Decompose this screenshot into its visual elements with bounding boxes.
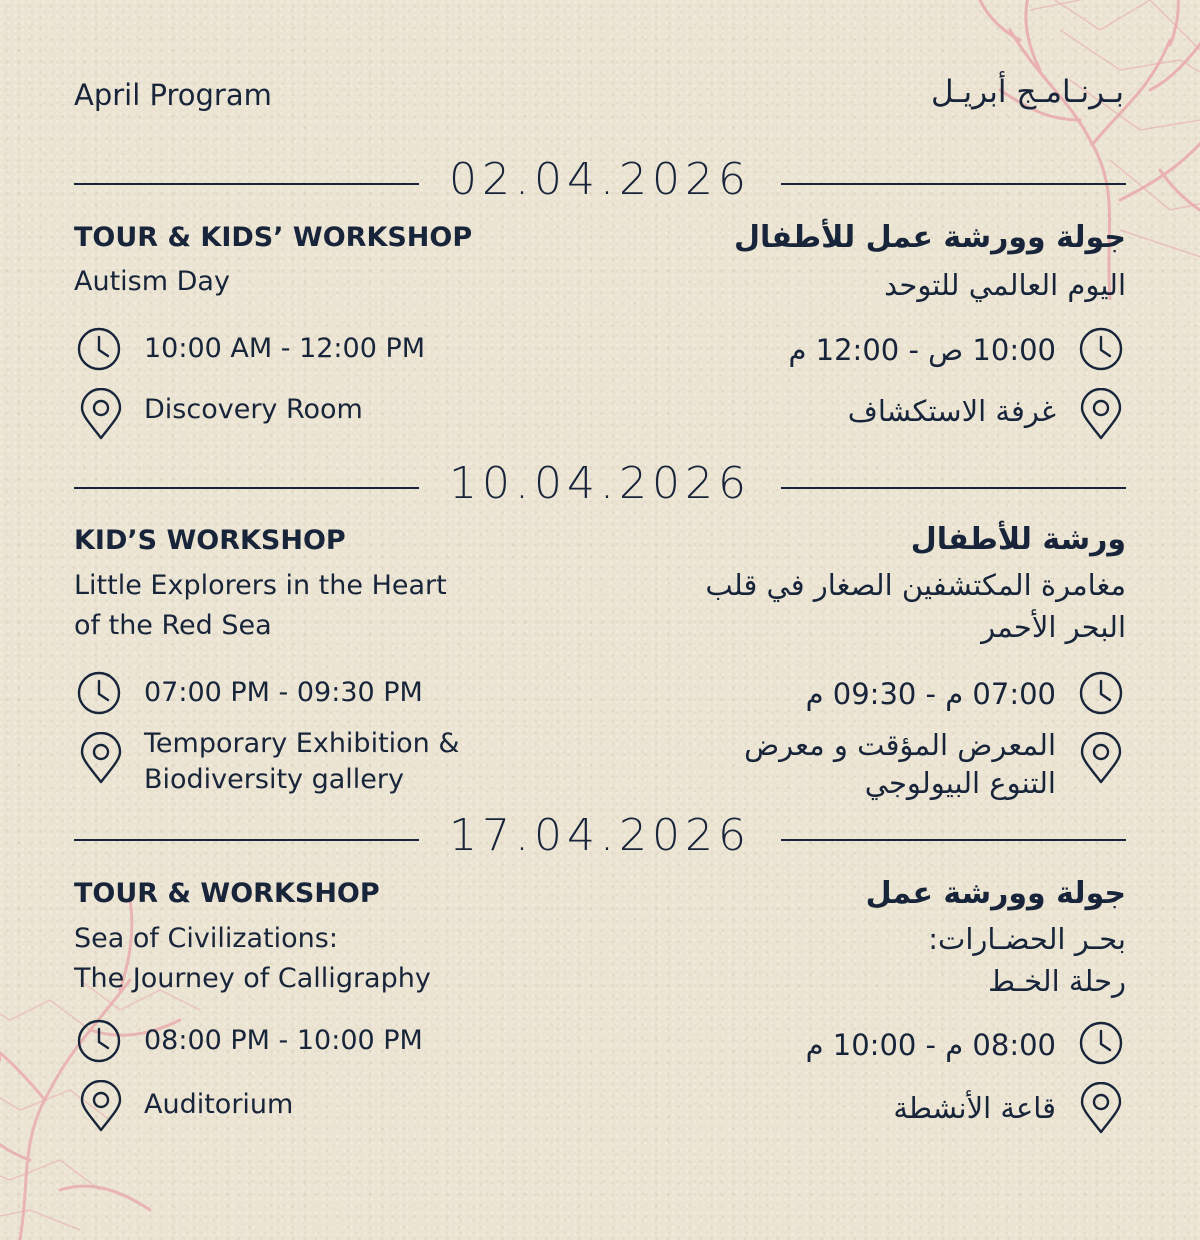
event-location-en: Discovery Room bbox=[144, 394, 363, 425]
event-subtitle-ar: اليوم العالمي للتوحد bbox=[884, 268, 1126, 302]
date-divider bbox=[74, 810, 1126, 870]
location-pin-icon bbox=[78, 1080, 124, 1132]
event-location-en: Auditorium bbox=[144, 1089, 294, 1120]
event-title-ar: جولة وورشة عمل للأطفال bbox=[733, 220, 1126, 255]
event-location-ar: غرفة الاستكشاف bbox=[847, 394, 1056, 428]
event-title-ar: ورشة للأطفال bbox=[910, 522, 1126, 557]
event-location-en: Temporary Exhibition & Biodiversity gallery bbox=[144, 728, 460, 795]
location-pin-icon bbox=[78, 388, 124, 440]
event-location-ar: المعرض المؤقت و معرض التنوع البيولوجي bbox=[744, 728, 1056, 800]
location-pin-icon bbox=[1078, 732, 1124, 784]
location-pin-icon bbox=[1078, 1082, 1124, 1134]
event-title-ar: جولة وورشة عمل bbox=[865, 876, 1126, 911]
event-date: 10.04.2026 bbox=[449, 458, 751, 509]
location-pin-icon bbox=[78, 732, 124, 784]
event-date: 17.04.2026 bbox=[449, 810, 751, 861]
divider-line-right bbox=[781, 183, 1126, 185]
event-time-ar: 10:00 ص - 12:00 م bbox=[788, 333, 1056, 367]
program-title-en: April Program bbox=[74, 78, 272, 112]
event-subtitle-en: Sea of Civilizations: The Journey of Calligraphy bbox=[74, 923, 431, 994]
event-time-en: 07:00 PM - 09:30 PM bbox=[144, 677, 423, 708]
event-title-en: TOUR & WORKSHOP bbox=[74, 878, 380, 909]
divider-line-right bbox=[781, 839, 1126, 841]
clock-icon bbox=[1078, 670, 1124, 716]
event-subtitle-ar: بحـر الحضـارات: رحلة الخـط bbox=[928, 922, 1126, 998]
program-title-ar: بـرنـامـج أبريـل bbox=[930, 74, 1124, 110]
clock-icon bbox=[76, 1018, 122, 1064]
event-subtitle-ar: مغامرة المكتشفين الصغار في قلب البحر الأحمر bbox=[705, 568, 1126, 644]
event-subtitle-en: Little Explorers in the Heart of the Red Sea bbox=[74, 570, 447, 641]
date-divider bbox=[74, 154, 1126, 214]
event-time-en: 10:00 AM - 12:00 PM bbox=[144, 333, 426, 364]
event-title-en: TOUR & KIDS’ WORKSHOP bbox=[74, 222, 473, 253]
event-time-ar: 08:00 م - 10:00 م bbox=[805, 1028, 1056, 1062]
divider-line-right bbox=[781, 487, 1126, 489]
clock-icon bbox=[1078, 326, 1124, 372]
event-date: 02.04.2026 bbox=[449, 154, 751, 205]
event-title-en: KID’S WORKSHOP bbox=[74, 525, 346, 556]
location-pin-icon bbox=[1078, 388, 1124, 440]
event-subtitle-en: Autism Day bbox=[74, 266, 230, 297]
date-divider bbox=[74, 458, 1126, 518]
clock-icon bbox=[76, 670, 122, 716]
event-location-ar: قاعة الأنشطة bbox=[893, 1091, 1056, 1125]
coral-decoration-top-right bbox=[920, 0, 1200, 300]
event-time-ar: 07:00 م - 09:30 م bbox=[805, 677, 1056, 711]
clock-icon bbox=[76, 326, 122, 372]
clock-icon bbox=[1078, 1020, 1124, 1066]
event-time-en: 08:00 PM - 10:00 PM bbox=[144, 1025, 423, 1056]
